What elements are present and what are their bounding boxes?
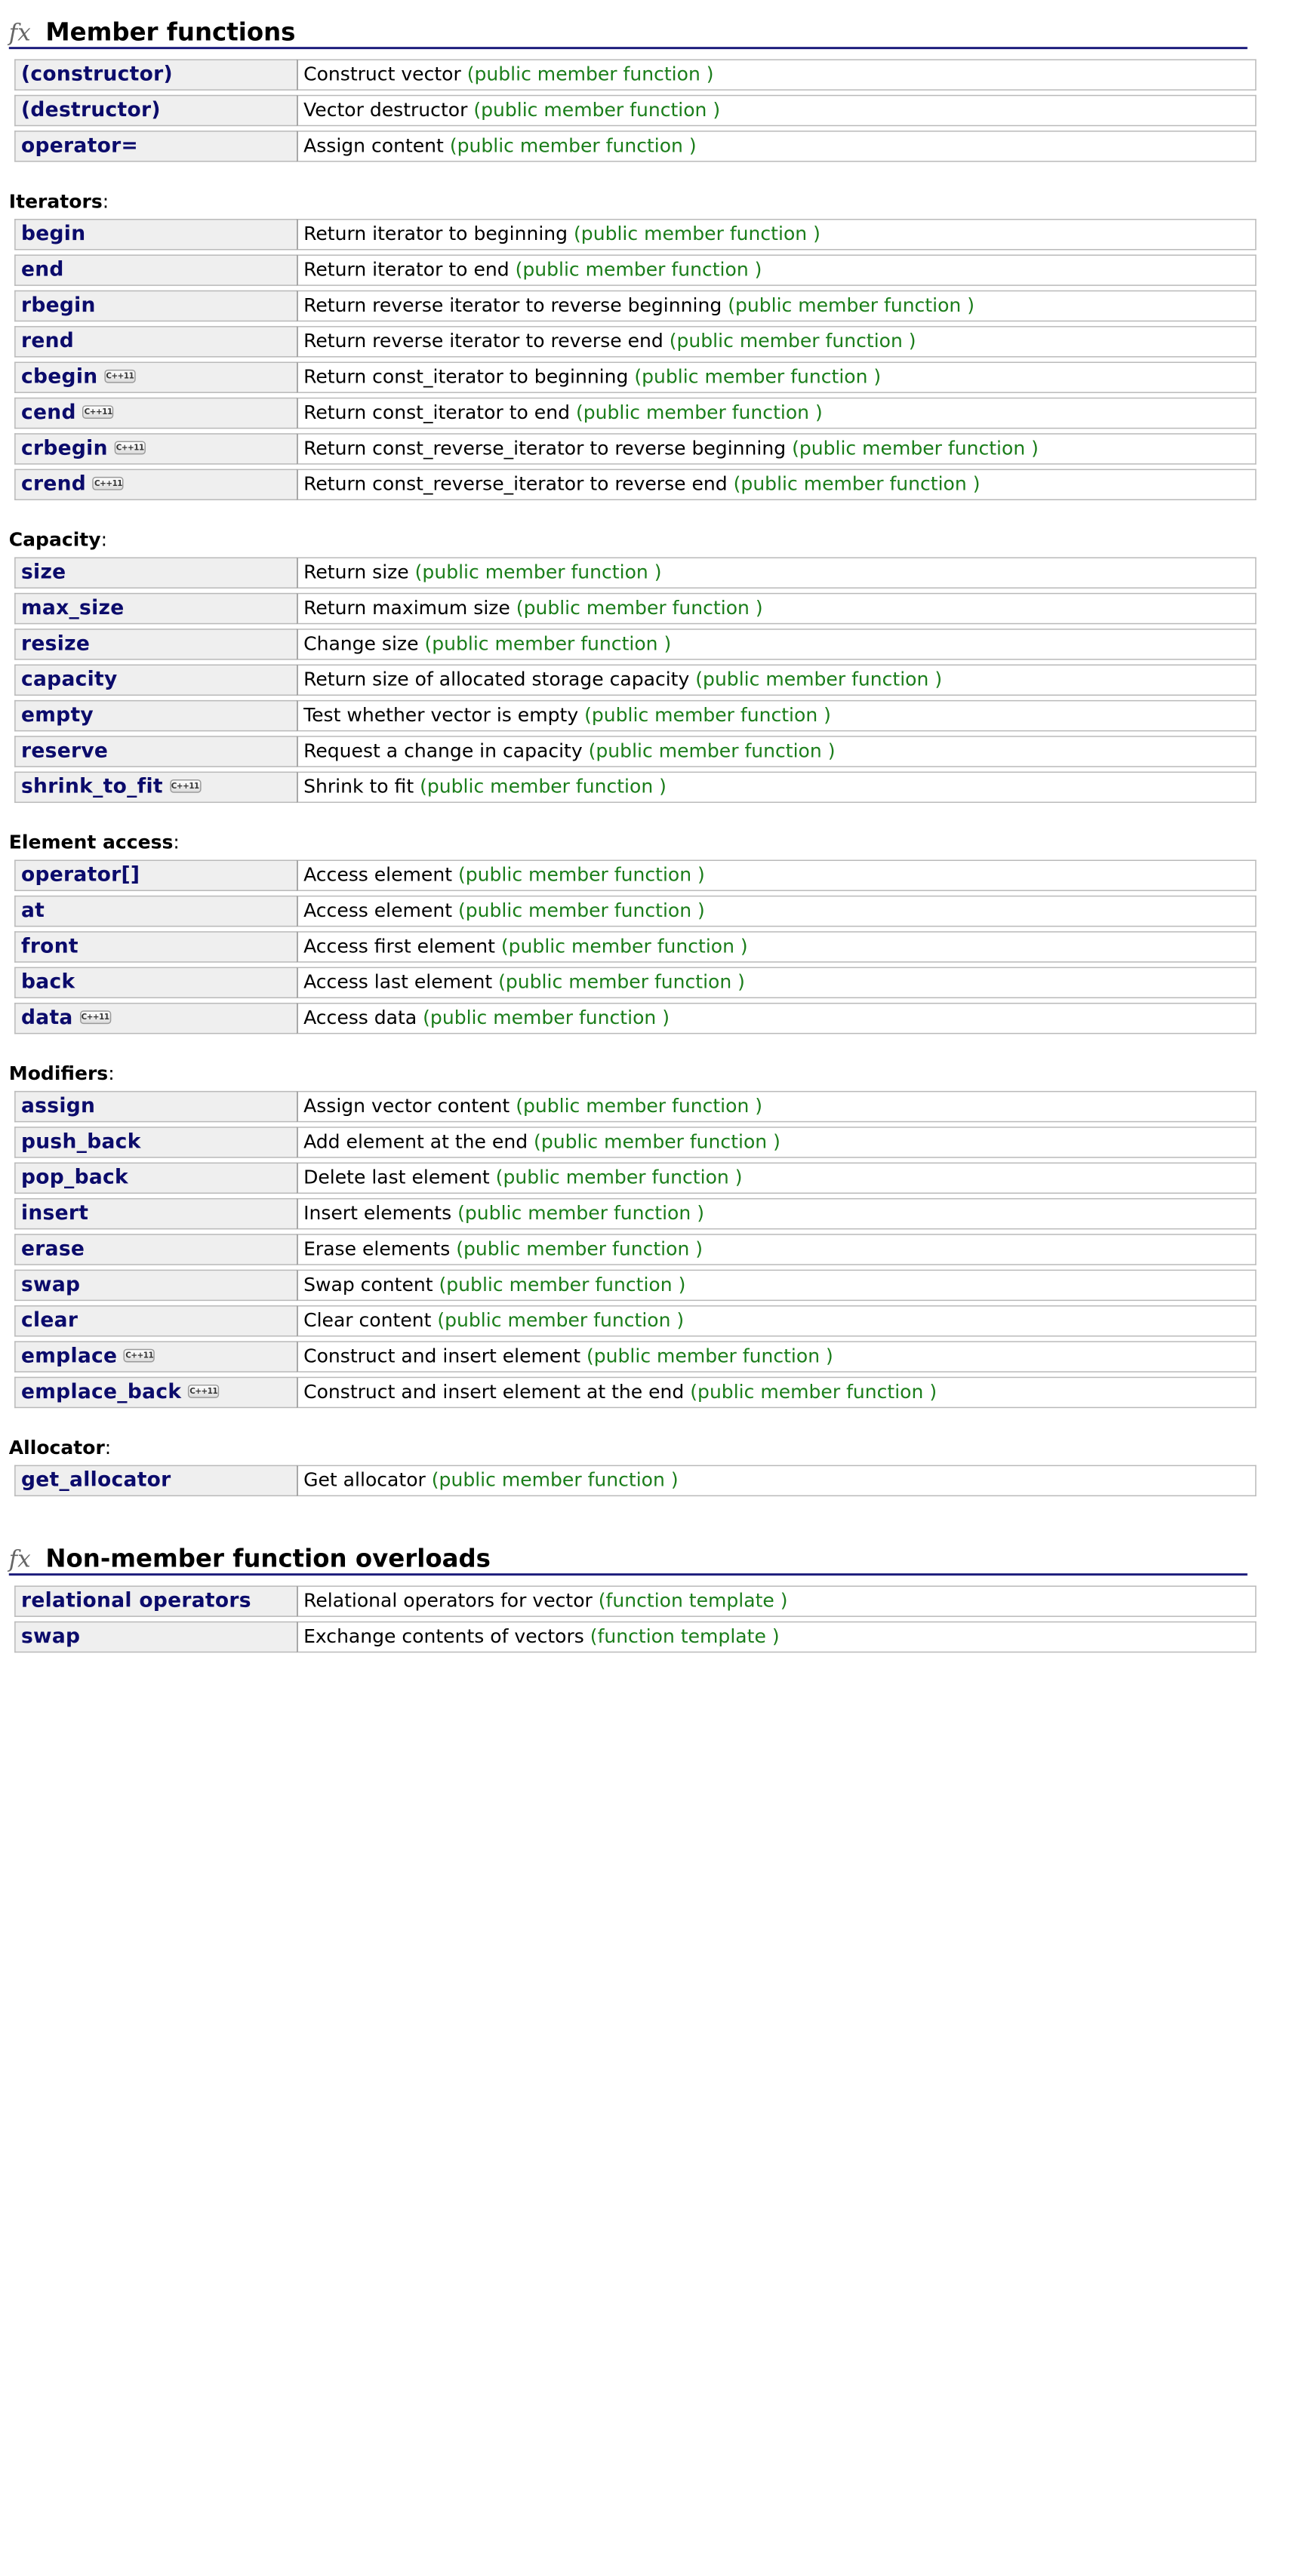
name-cell [14, 629, 297, 659]
name-cell [14, 1127, 297, 1157]
function-link-data[interactable]: data [20, 1006, 73, 1030]
name-cell [14, 665, 297, 696]
function-table [14, 553, 1256, 807]
section-heading-non-member-overloads [9, 1545, 1248, 1575]
name-cell [14, 1198, 297, 1229]
description-cell [297, 433, 1256, 464]
table-row [14, 860, 1256, 891]
description-cell [297, 967, 1256, 998]
function-description: Return iterator to end [303, 259, 510, 281]
function-description: Vector destructor [303, 99, 468, 122]
function-table [14, 1582, 1256, 1658]
function-link-resize[interactable]: resize [20, 632, 91, 656]
function-link-insert[interactable]: insert [20, 1201, 89, 1225]
function-description: Shrink to fit [303, 776, 414, 799]
cpp11-badge-icon: C++11 [115, 441, 146, 455]
name-cell [14, 896, 297, 927]
function-kind: (public member function ) [588, 740, 836, 763]
cpp11-badge-icon: C++11 [188, 1385, 219, 1398]
function-kind: (public member function ) [690, 1381, 937, 1404]
function-link-operator[interactable]: operator[] [20, 862, 140, 887]
function-description: Access data [303, 1007, 417, 1030]
table-row [14, 1198, 1256, 1229]
description-cell [297, 131, 1256, 161]
table-row [14, 95, 1256, 126]
table-row [14, 290, 1256, 321]
description-cell [297, 1003, 1256, 1034]
table-row [14, 1270, 1256, 1301]
function-description: Change size [303, 633, 419, 656]
description-cell [297, 469, 1256, 500]
description-cell [297, 1127, 1256, 1157]
description-cell [297, 398, 1256, 429]
name-cell [14, 1305, 297, 1336]
table-row [14, 1622, 1256, 1652]
description-cell [297, 1270, 1256, 1301]
function-kind: (public member function ) [466, 63, 714, 86]
function-description: Construct and insert element [303, 1345, 581, 1368]
group-heading-label: Iterators [8, 191, 103, 214]
function-description: Construct and insert element at the end [303, 1381, 685, 1404]
fx-icon: fx [8, 19, 31, 46]
function-link-rbegin[interactable]: rbegin [20, 294, 96, 318]
name-cell [14, 290, 297, 321]
function-link-empty[interactable]: empty [20, 703, 94, 727]
table-row [14, 1003, 1256, 1034]
name-cell [14, 361, 297, 392]
description-cell [297, 1465, 1256, 1496]
fx-icon: fx [8, 1545, 31, 1572]
description-cell [297, 1305, 1256, 1336]
table-row [14, 131, 1256, 161]
function-kind: (public member function ) [534, 1131, 780, 1154]
cpp11-badge-icon: C++11 [83, 405, 114, 419]
function-table [14, 214, 1256, 505]
function-description: Return reverse iterator to reverse end [303, 330, 663, 353]
function-link-emplace-back[interactable]: emplace_back [20, 1380, 182, 1404]
function-link-capacity[interactable]: capacity [20, 667, 118, 692]
function-kind: (public member function ) [516, 1095, 763, 1118]
function-link-end[interactable]: end [20, 257, 64, 281]
function-kind: (public member function ) [575, 401, 823, 425]
function-description: Get allocator [303, 1469, 426, 1492]
table-row [14, 1465, 1256, 1496]
description-cell [297, 95, 1256, 126]
cpp11-badge-icon: C++11 [124, 1349, 155, 1363]
table-row [14, 1377, 1256, 1408]
function-description: Return size of allocated storage capacity [303, 669, 690, 692]
function-link-crbegin[interactable]: crbegin [20, 436, 108, 460]
section-title: Member functions [45, 19, 296, 48]
group-heading-element-access: Element access: [8, 832, 180, 855]
function-table [14, 856, 1256, 1039]
table-row [14, 254, 1256, 285]
table-row [14, 59, 1256, 90]
function-description: Return size [303, 561, 409, 584]
table-row [14, 967, 1256, 998]
function-kind: (public member function ) [500, 936, 748, 958]
function-description: Access element [303, 899, 453, 923]
name-cell [14, 1163, 297, 1194]
name-cell [14, 860, 297, 891]
function-link-size[interactable]: size [20, 560, 66, 584]
function-description: Return iterator to beginning [303, 223, 568, 246]
description-cell [297, 557, 1256, 588]
table-row [14, 1585, 1256, 1616]
description-cell [297, 1341, 1256, 1372]
name-cell [14, 1091, 297, 1122]
function-kind: (public member function ) [457, 864, 705, 887]
function-kind: (public member function ) [574, 223, 820, 246]
function-link-operator[interactable]: operator= [20, 134, 138, 158]
function-link-swap[interactable]: swap [20, 1273, 81, 1297]
name-cell [14, 1234, 297, 1265]
description-cell [297, 860, 1256, 891]
function-description: Add element at the end [303, 1131, 528, 1154]
function-description: Delete last element [303, 1167, 490, 1190]
name-cell [14, 1377, 297, 1408]
group-heading-iterators: Iterators: [8, 191, 109, 214]
section-heading-member-functions [9, 18, 1248, 49]
group-heading-modifiers: Modifiers: [8, 1062, 115, 1086]
table-row [14, 629, 1256, 659]
description-cell [297, 629, 1256, 659]
name-cell [14, 1465, 297, 1496]
function-description: Return const_reverse_iterator to reverse end [303, 473, 728, 496]
function-kind: (public member function ) [669, 330, 916, 353]
function-kind: (public member function ) [733, 473, 981, 496]
cpp11-badge-icon: C++11 [170, 779, 201, 793]
name-cell [14, 1622, 297, 1652]
name-cell [14, 1270, 297, 1301]
description-cell [297, 361, 1256, 392]
group-heading-label: Capacity [8, 529, 101, 552]
name-cell [14, 398, 297, 429]
table-row [14, 1091, 1256, 1122]
description-cell [297, 593, 1256, 624]
name-cell [14, 557, 297, 588]
function-description: Access last element [303, 971, 493, 994]
table-row [14, 433, 1256, 464]
description-cell [297, 1622, 1256, 1652]
name-cell [14, 469, 297, 500]
table-row [14, 1305, 1256, 1336]
function-description: Relational operators for vector [303, 1590, 593, 1612]
function-kind: (public member function ) [424, 633, 672, 656]
function-link-clear[interactable]: clear [20, 1308, 79, 1333]
function-table [14, 1461, 1256, 1501]
function-kind: (public member function ) [423, 1007, 670, 1030]
name-cell [14, 772, 297, 803]
name-cell [14, 967, 297, 998]
function-description: Insert elements [303, 1202, 452, 1225]
function-kind: (public member function ) [473, 99, 721, 122]
description-cell [297, 700, 1256, 731]
function-description: Request a change in capacity [303, 740, 583, 763]
function-kind: (public member function ) [728, 294, 975, 318]
name-cell [14, 700, 297, 731]
function-link-rend[interactable]: rend [20, 329, 75, 353]
description-cell [297, 219, 1256, 250]
description-cell [297, 665, 1256, 696]
description-cell [297, 736, 1256, 767]
cpp11-badge-icon: C++11 [104, 370, 135, 383]
function-table [14, 1087, 1256, 1412]
function-description: Exchange contents of vectors [303, 1625, 584, 1649]
function-kind: (public member function ) [516, 597, 763, 620]
group-heading-allocator: Allocator: [8, 1437, 112, 1460]
name-cell [14, 433, 297, 464]
function-description: Return const_iterator to end [303, 401, 570, 425]
function-link-swap[interactable]: swap [20, 1625, 81, 1649]
function-description: Access first element [303, 936, 495, 958]
description-cell [297, 1234, 1256, 1265]
function-link-relational-operators[interactable]: relational operators [20, 1588, 251, 1612]
description-cell [297, 1198, 1256, 1229]
name-cell [14, 1341, 297, 1372]
function-kind: (public member function ) [634, 366, 882, 389]
description-cell [297, 254, 1256, 285]
function-link-cbegin[interactable]: cbegin [20, 364, 98, 389]
table-row [14, 772, 1256, 803]
description-cell [297, 896, 1256, 927]
group-heading-label: Modifiers [8, 1062, 109, 1086]
description-cell [297, 1585, 1256, 1616]
function-kind: (public member function ) [449, 135, 697, 158]
function-link-cend[interactable]: cend [20, 401, 76, 425]
function-link-reserve[interactable]: reserve [20, 739, 109, 763]
function-table [14, 55, 1256, 167]
table-row [14, 593, 1256, 624]
description-cell [297, 772, 1256, 803]
description-cell [297, 1163, 1256, 1194]
function-description: Access element [303, 864, 453, 887]
function-link-shrink-to-fit[interactable]: shrink_to_fit [20, 775, 163, 799]
function-kind: (public member function ) [586, 1345, 833, 1368]
table-row [14, 326, 1256, 357]
function-kind: (public member function ) [431, 1469, 679, 1492]
function-link-get-allocator[interactable]: get_allocator [20, 1468, 171, 1492]
function-kind: (public member function ) [420, 776, 667, 799]
function-link-max-size[interactable]: max_size [20, 596, 125, 620]
function-kind: (public member function ) [414, 561, 662, 584]
function-kind: (public member function ) [515, 259, 762, 281]
table-row [14, 219, 1256, 250]
name-cell [14, 254, 297, 285]
function-link-destructor[interactable]: (destructor) [20, 98, 161, 122]
group-heading-label: Allocator [8, 1437, 105, 1460]
function-link-back[interactable]: back [20, 970, 75, 994]
function-description: Test whether vector is empty [303, 704, 579, 727]
function-link-crend[interactable]: crend [20, 472, 87, 496]
function-kind: (public member function ) [498, 971, 745, 994]
function-description: Clear content [303, 1309, 432, 1333]
name-cell [14, 931, 297, 962]
description-cell [297, 59, 1256, 90]
function-link-begin[interactable]: begin [20, 222, 86, 246]
function-kind: (public member function ) [792, 438, 1039, 460]
function-kind: (public member function ) [457, 1202, 704, 1225]
function-description: Return reverse iterator to reverse beginning [303, 294, 722, 318]
table-row [14, 1234, 1256, 1265]
function-kind: (public member function ) [439, 1274, 686, 1297]
function-kind: (public member function ) [456, 1238, 703, 1261]
table-row [14, 931, 1256, 962]
function-description: Return maximum size [303, 597, 510, 620]
function-link-pop-back[interactable]: pop_back [20, 1166, 129, 1190]
function-description: Construct vector [303, 63, 461, 86]
table-row [14, 398, 1256, 429]
description-cell [297, 931, 1256, 962]
function-kind: (public member function ) [584, 704, 831, 727]
table-row [14, 736, 1256, 767]
name-cell [14, 736, 297, 767]
cpp11-badge-icon: C++11 [79, 1010, 110, 1024]
name-cell [14, 59, 297, 90]
table-row [14, 700, 1256, 731]
function-link-erase[interactable]: erase [20, 1237, 85, 1261]
name-cell [14, 593, 297, 624]
description-cell [297, 290, 1256, 321]
name-cell [14, 1585, 297, 1616]
table-row [14, 1127, 1256, 1157]
function-description: Erase elements [303, 1238, 451, 1261]
function-description: Assign vector content [303, 1095, 510, 1118]
function-kind: (function template ) [590, 1625, 780, 1649]
table-row [14, 1341, 1256, 1372]
function-kind: (public member function ) [495, 1167, 743, 1190]
name-cell [14, 1003, 297, 1034]
function-description: Assign content [303, 135, 444, 158]
function-link-assign[interactable]: assign [20, 1094, 96, 1118]
function-description: Swap content [303, 1274, 433, 1297]
function-link-push-back[interactable]: push_back [20, 1130, 141, 1154]
name-cell [14, 219, 297, 250]
function-kind: (function template ) [598, 1590, 788, 1612]
table-row [14, 896, 1256, 927]
name-cell [14, 326, 297, 357]
section-title: Non-member function overloads [45, 1545, 491, 1574]
function-kind: (public member function ) [695, 669, 943, 692]
function-link-at[interactable]: at [20, 899, 45, 923]
group-heading-capacity: Capacity: [8, 529, 108, 552]
group-heading-label: Element access [8, 832, 174, 855]
function-description: Return const_iterator to beginning [303, 366, 629, 389]
description-cell [297, 326, 1256, 357]
function-link-front[interactable]: front [20, 934, 79, 958]
table-row [14, 361, 1256, 392]
function-kind: (public member function ) [437, 1309, 685, 1333]
function-link-emplace[interactable]: emplace [20, 1344, 118, 1368]
table-row [14, 557, 1256, 588]
table-row [14, 469, 1256, 500]
function-link-constructor[interactable]: (constructor) [20, 62, 173, 86]
table-row [14, 665, 1256, 696]
function-kind: (public member function ) [457, 899, 705, 923]
description-cell [297, 1091, 1256, 1122]
name-cell [14, 131, 297, 161]
table-row [14, 1163, 1256, 1194]
function-description: Return const_reverse_iterator to reverse beginning [303, 438, 787, 460]
cpp11-badge-icon: C++11 [93, 477, 124, 490]
description-cell [297, 1377, 1256, 1408]
name-cell [14, 95, 297, 126]
